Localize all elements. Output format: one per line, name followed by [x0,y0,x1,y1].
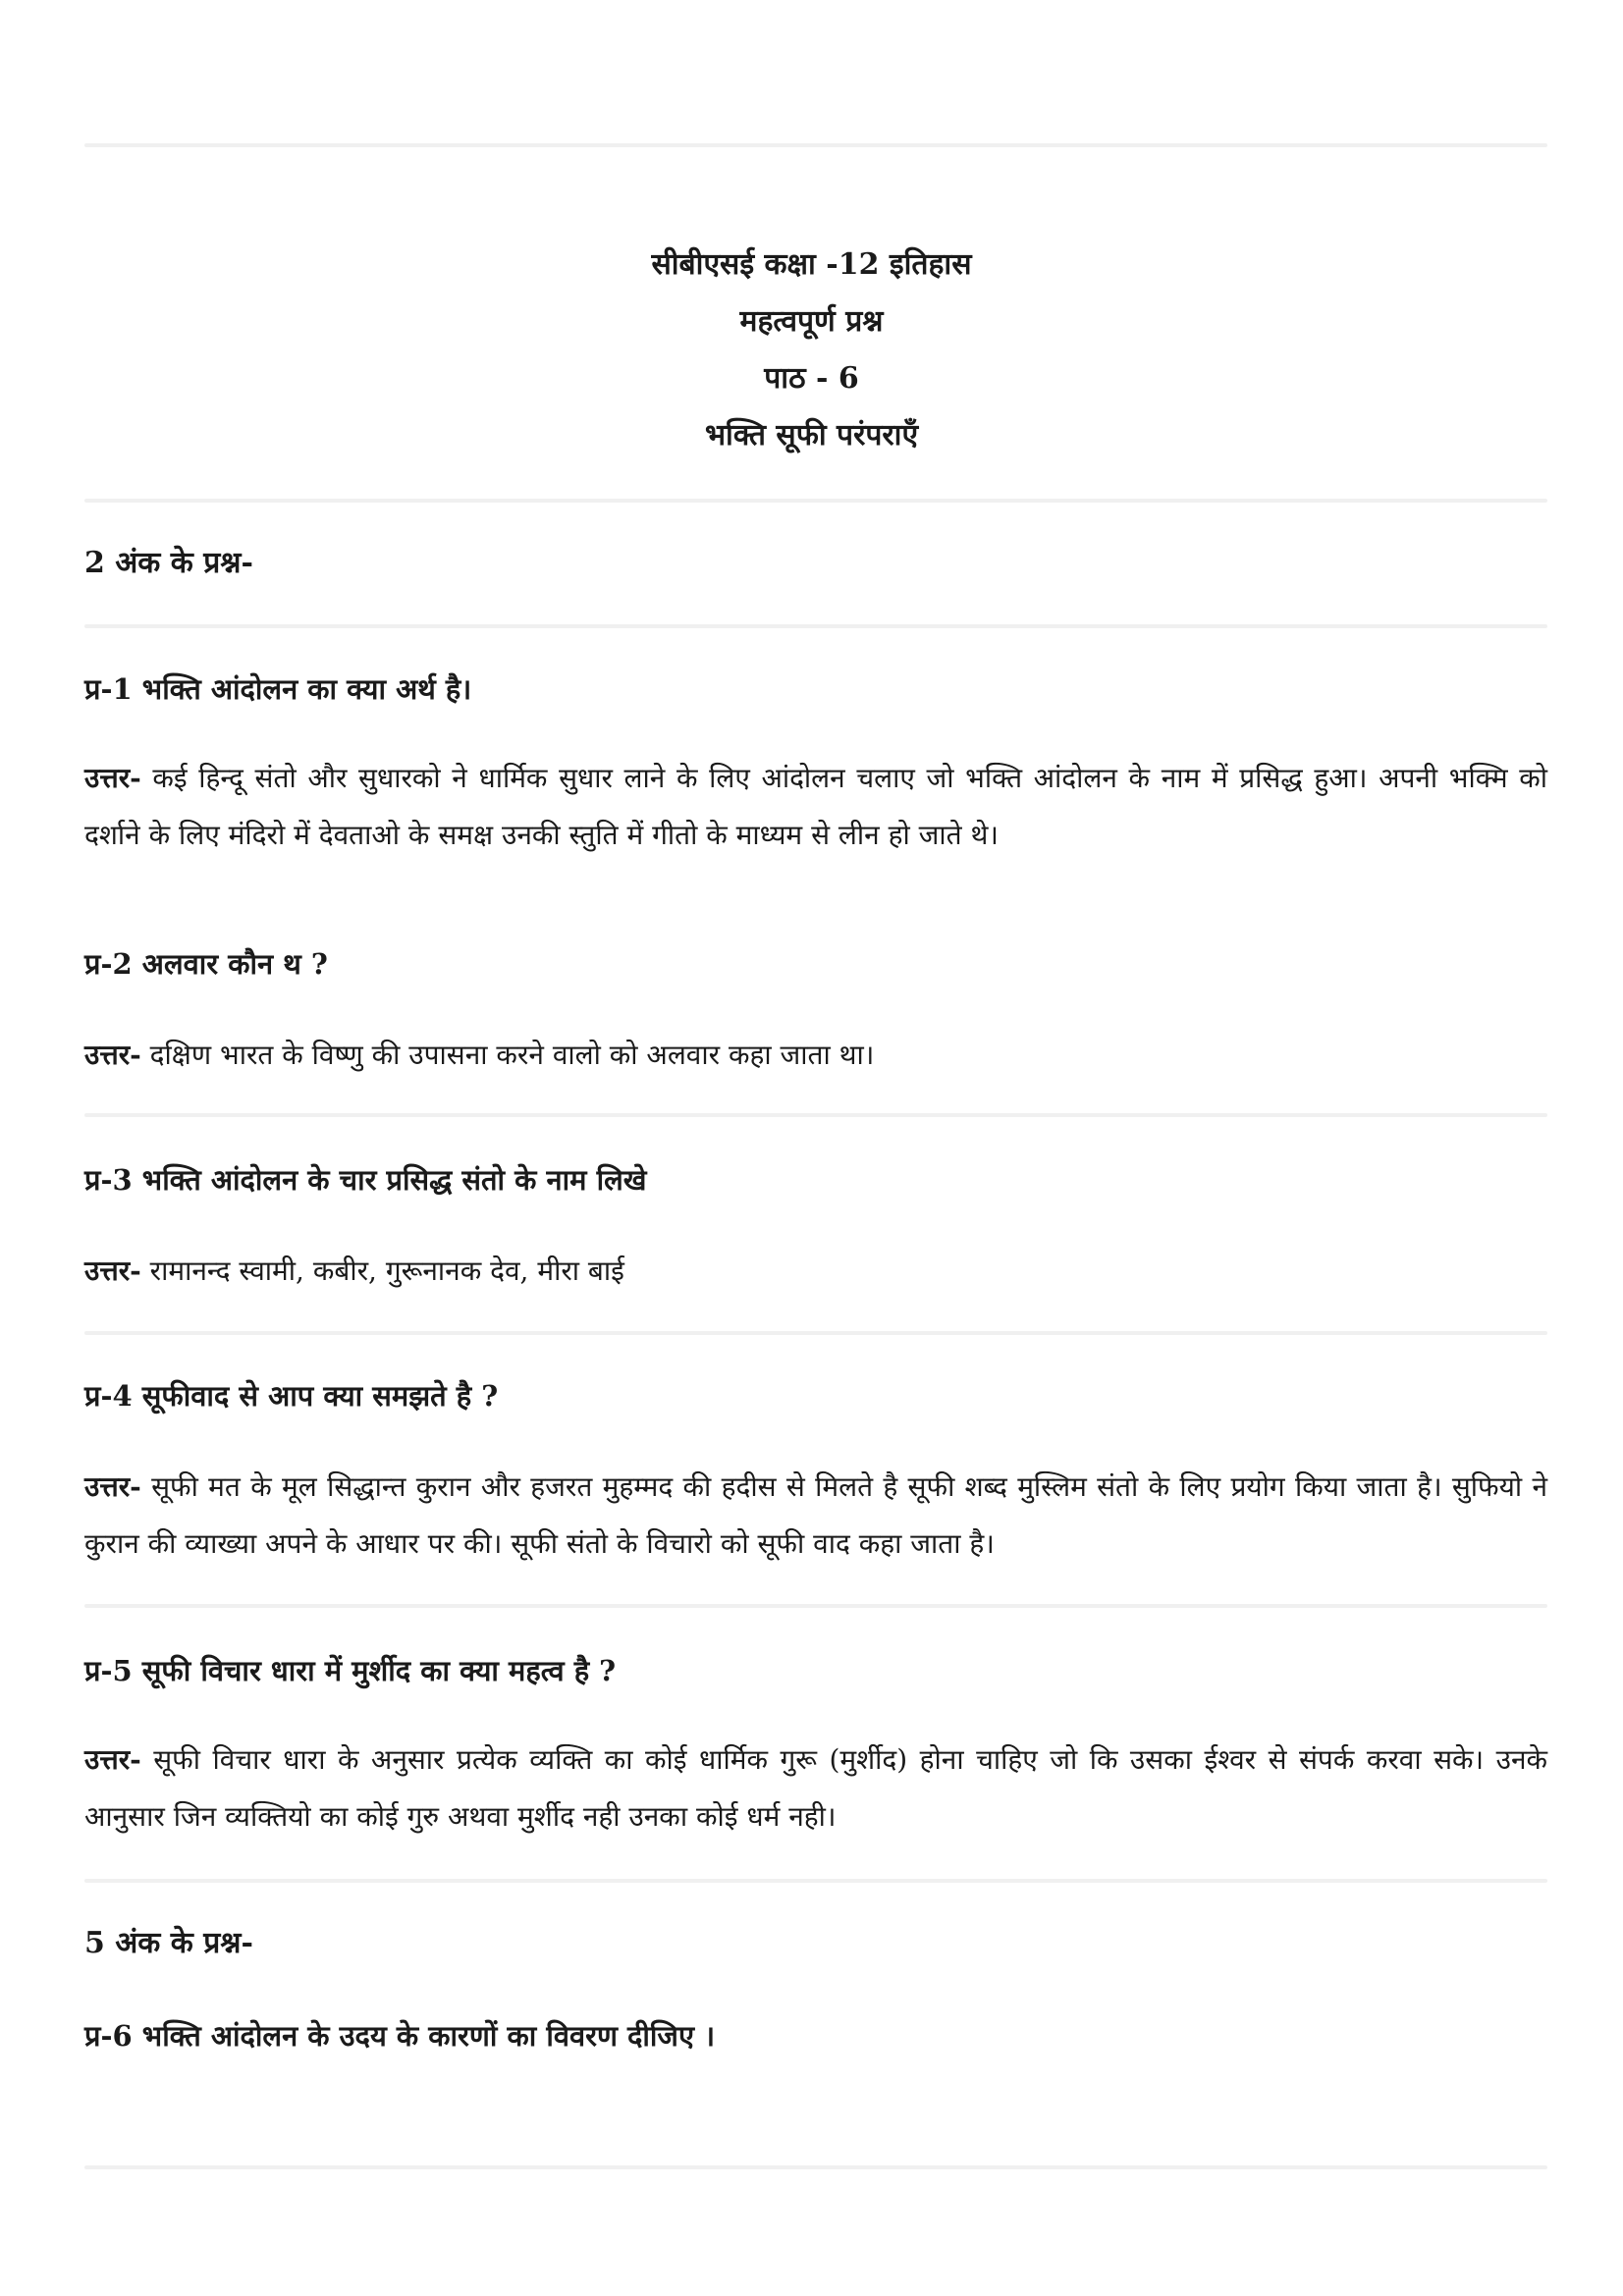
answer-label: उत्तर- [84,1255,141,1287]
question-5: प्र-5 सूफी विचार धारा में मुर्शीद का क्या महत्व है ? [84,1654,617,1687]
section-heading-5-marks: 5 अंक के प्रश्न- [84,1926,253,1960]
answer-5 [84,1732,1547,1845]
divider [84,1113,1547,1117]
divider [84,1604,1547,1608]
answer-4 [84,1459,1547,1573]
divider [84,1879,1547,1883]
answer-3 [84,1243,1547,1300]
divider [84,499,1547,503]
divider [84,1331,1547,1335]
section-heading-2-marks: 2 अंक के प्रश्न- [84,546,253,580]
answer-label: उत्तर- [84,1743,141,1776]
chapter-number: पाठ - 6 [764,361,859,396]
answer-text: रामानन्द स्वामी, कबीर, गुरूनानक देव, मीरा बाई [149,1255,624,1287]
chapter-title: भक्ति सूफी परंपराएँ [704,418,919,453]
answer-text: सूफी मत के मूल सिद्धान्त कुरान और हजरत मुहम्मद की हदीस से मिलते है सूफी शब्द मुस्लिम संतो के लिए प्रयोग किया जाता है। सुफियो ने कुरान की व्याख्या अपने के आधार पर की। सूफी संतो के विचारो को सूफी वाद कहा जाता है। [84,1470,1547,1560]
question-4: प्र-4 सूफीवाद से आप क्या समझते है ? [84,1379,499,1413]
doc-subtitle: महत्वपूर्ण प्रश्न [739,304,884,339]
divider [84,624,1547,628]
answer-label: उत्तर- [84,1039,141,1071]
question-1: प्र-1 भक्ति आंदोलन का क्या अर्थ है। [84,672,472,706]
question-3: प्र-3 भक्ति आंदोलन के चार प्रसिद्ध संतो के नाम लिखे [84,1163,647,1197]
question-6: प्र-6 भक्ति आंदोलन के उदय के कारणों का विवरण दीजिए । [84,2019,716,2053]
doc-title: सीबीएसई कक्षा -12 इतिहास [651,247,972,282]
answer-label: उत्तर- [84,762,141,794]
answer-text: कई हिन्दू संतो और सुधारको ने धार्मिक सुधार लाने के लिए आंदोलन चलाए जो भक्ति आंदोलन के नाम में प्रसिद्ध हुआ। अपनी भक्मि को दर्शाने के लिए मंदिरो में देवताओ के समक्ष उनकी स्तुति में गीतो के माध्यम से लीन हो जाते थे। [84,762,1547,851]
divider [84,143,1547,147]
answer-2 [84,1027,1547,1084]
answer-text: दक्षिण भारत के विष्णु की उपासना करने वालो को अलवार कहा जाता था। [149,1039,875,1071]
question-2: प्र-2 अलवार कौन थ ? [84,947,328,981]
answer-text: सूफी विचार धारा के अनुसार प्रत्येक व्यक्ति का कोई धार्मिक गुरू (मुर्शीद) होना चाहिए जो कि उसका ईश्वर से संपर्क करवा सके। उनके आनुसार जिन व्यक्तियो का कोई गुरु अथवा मुर्शीद नही उनका कोई धर्म नही। [84,1743,1547,1833]
answer-label: उत्तर- [84,1470,141,1503]
answer-1 [84,750,1547,864]
divider [84,2165,1547,2169]
